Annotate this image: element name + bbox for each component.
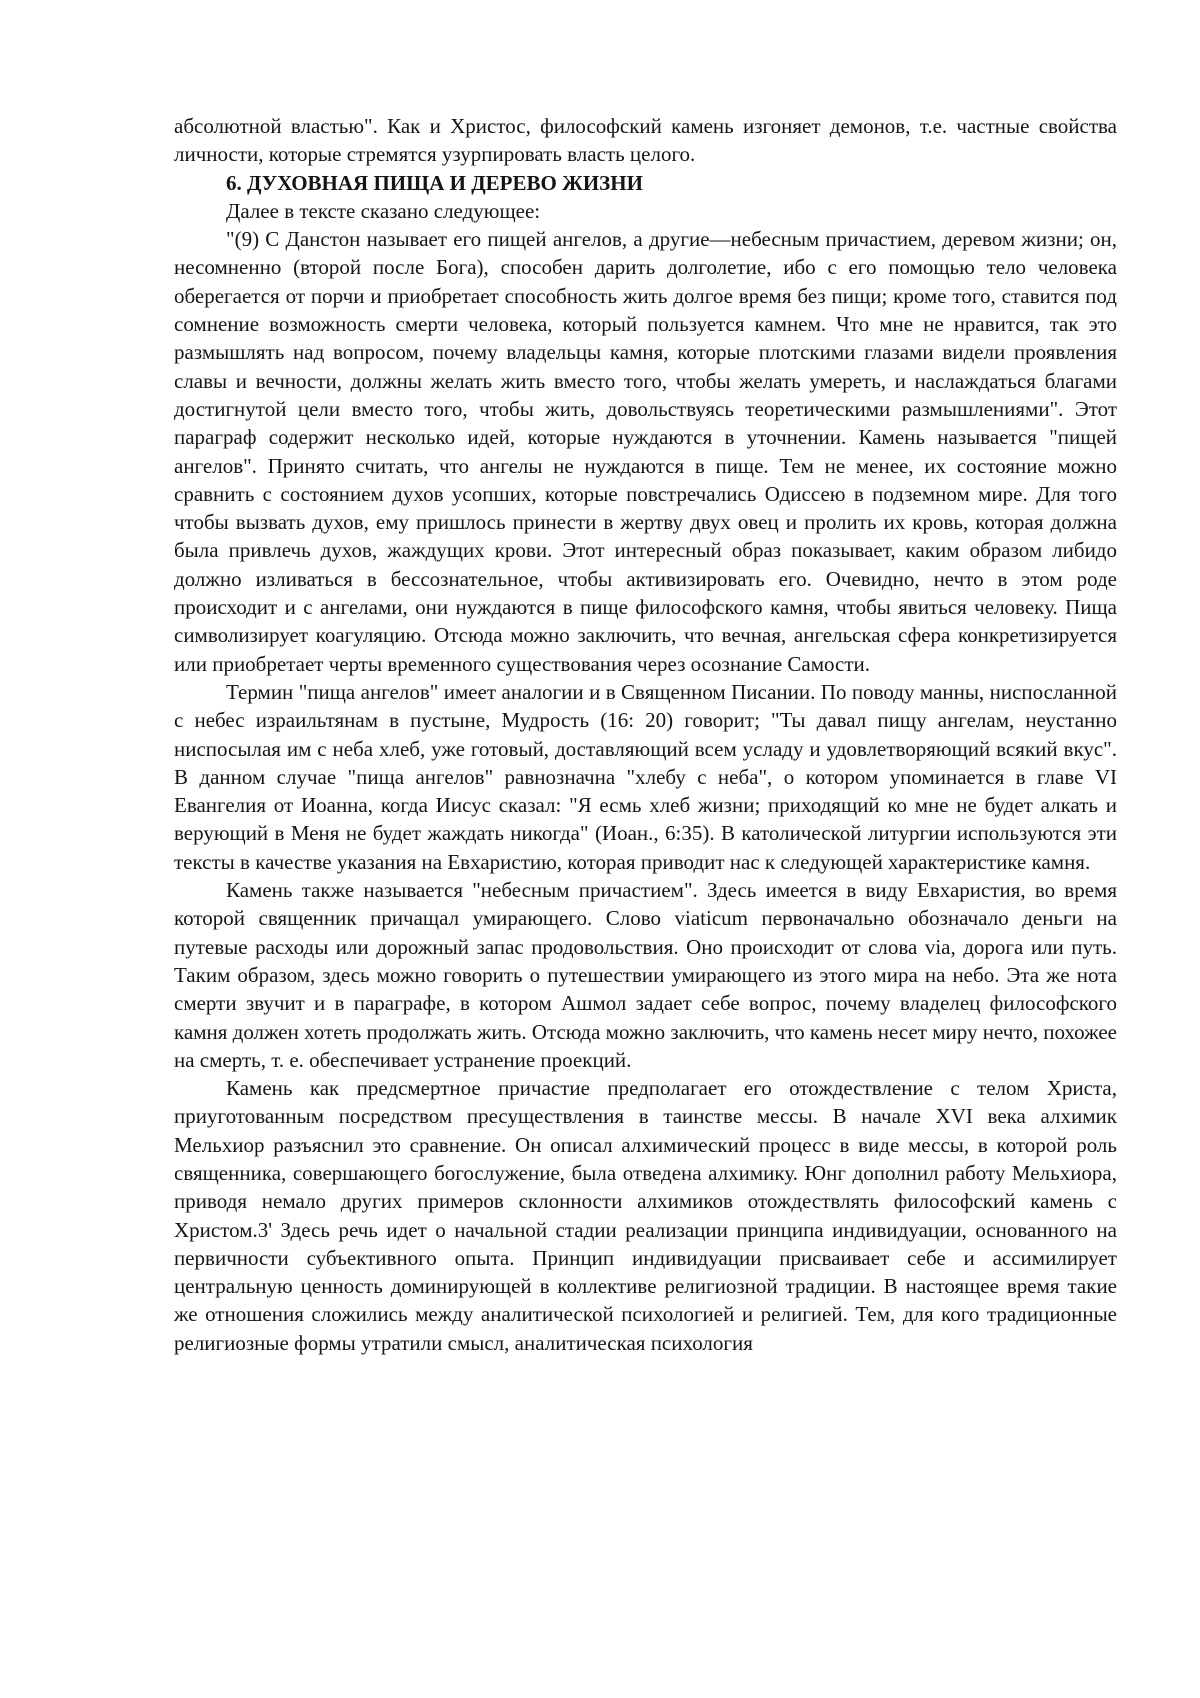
document-page — [174, 112, 1117, 1357]
paragraph-manna: Термин "пища ангелов" имеет аналогии и в Священном Писании. По поводу манны, ниспосланной с небес израильтянам в пустыне, Мудрость (16: 20) говорит; "Ты давал пищу ангелам, неустанно ниспосылая им с неба хлеб, уже готовый, доставляющий всем усладу и удовлетворяющий всякий вкус". В данном случае "пища ангелов" равнозначна "хлебу с неба", о котором упоминается в главе VI Евангелия от Иоанна, когда Иисус сказал: "Я есмь хлеб жизни; приходящий ко мне не будет алкать и верующий в Меня не будет жаждать никогда" (Иоан., 6:35). В католической литургии используются эти тексты в качестве указания на Евхаристию, которая приводит нас к следующей характеристике камня. — [174, 679, 1117, 874]
paragraph-quote: "(9) С Данстон называет его пищей ангелов, а другие—небесным причастием, деревом жизни; он, несомненно (второй после Бога), способен дарить долголетие, ибо с его помощью тело человека оберегается от порчи и приобретает способность жить долгое время без пищи; кроме того, ставится под сомнение возможность смерти человека, который пользуется камнем. Что мне не нравится, так это размышлять над вопросом, почему владельцы камня, которые плотскими глазами видели проявления славы и вечности, должны желать жить вместо того, чтобы желать умереть, и наслаждаться благами достигнутой цели вместо того, чтобы жить, довольствуясь теоретическими размышлениями". Этот параграф содержит несколько идей, которые нуждаются в уточнении. Камень называется "пищей ангелов". Принято считать, что ангелы не нуждаются в пище. Тем не менее, их состояние можно сравнить с состоянием духов усопших, которые повстречались Одиссею в подземном мире. Для того чтобы вызвать духов, ему пришлось принести в жертву двух овец и пролить их кровь, которая должна была привлечь духов, жаждущих крови. Этот интересный образ показывает, каким образом либидо должно изливаться в бессознательное, чтобы активизировать его. Очевидно, нечто в этом роде происходит и с ангелами, они нуждаются в пище философского камня, чтобы явиться человеку. Пища символизирует коагуляцию. Отсюда можно заключить, что вечная, ангельская сфера конкретизируется или приобретает черты временного существования через осознание Самости. — [174, 227, 1117, 676]
paragraph-continued: абсолютной властью". Как и Христос, философский камень изгоняет демонов, т.е. частные свойства личности, которые стремятся узурпировать власть целого. — [174, 114, 1117, 167]
paragraph-intro: Далее в тексте сказано следующее: — [226, 198, 541, 223]
paragraph-viaticum: Камень также называется "небесным причастием". Здесь имеется в виду Евхаристия, во время которой священник причащал умирающего. Слово viaticum первоначально обозначало деньги на путевые расходы или дорожный запас продовольствия. Оно происходит от слова via, дорога или путь. Таким образом, здесь можно говорить о путешествии умирающего из этого мира на небо. Эта же нота смерти звучит и в параграфе, в котором Ашмол задает себе вопрос, почему владелец философского камня должен хотеть продолжать жить. Отсюда можно заключить, что камень несет миру нечто, похожее на смерть, т. е. обеспечивает устранение проекций. — [174, 878, 1117, 1072]
section-title: 6. ДУХОВНАЯ ПИЩА И ДЕРЕВО ЖИЗНИ — [226, 170, 643, 195]
paragraph-melchior: Камень как предсмертное причастие предполагает его отождествление с телом Христа, приуготованным посредством пресуществления в таинстве мессы. В начале XVI века алхимик Мельхиор разъяснил это сравнение. Он описал алхимический процесс в виде мессы, в которой роль священника, совершающего богослужение, была отведена алхимику. Юнг дополнил работу Мельхиора, приводя немало других примеров склонности алхимиков отождествлять философский камень с Христом.3' Здесь речь идет о начальной стадии реализации принципа индивидуации, основанного на первичности субъективного опыта. Принцип индивидуации присваивает себе и ассимилирует центральную ценность доминирующей в коллективе религиозной традиции. В настоящее время такие же отношения сложились между аналитической психологией и религией. Тем, для кого традиционные религиозные формы утратили смысл, аналитическая психология — [174, 1076, 1117, 1355]
